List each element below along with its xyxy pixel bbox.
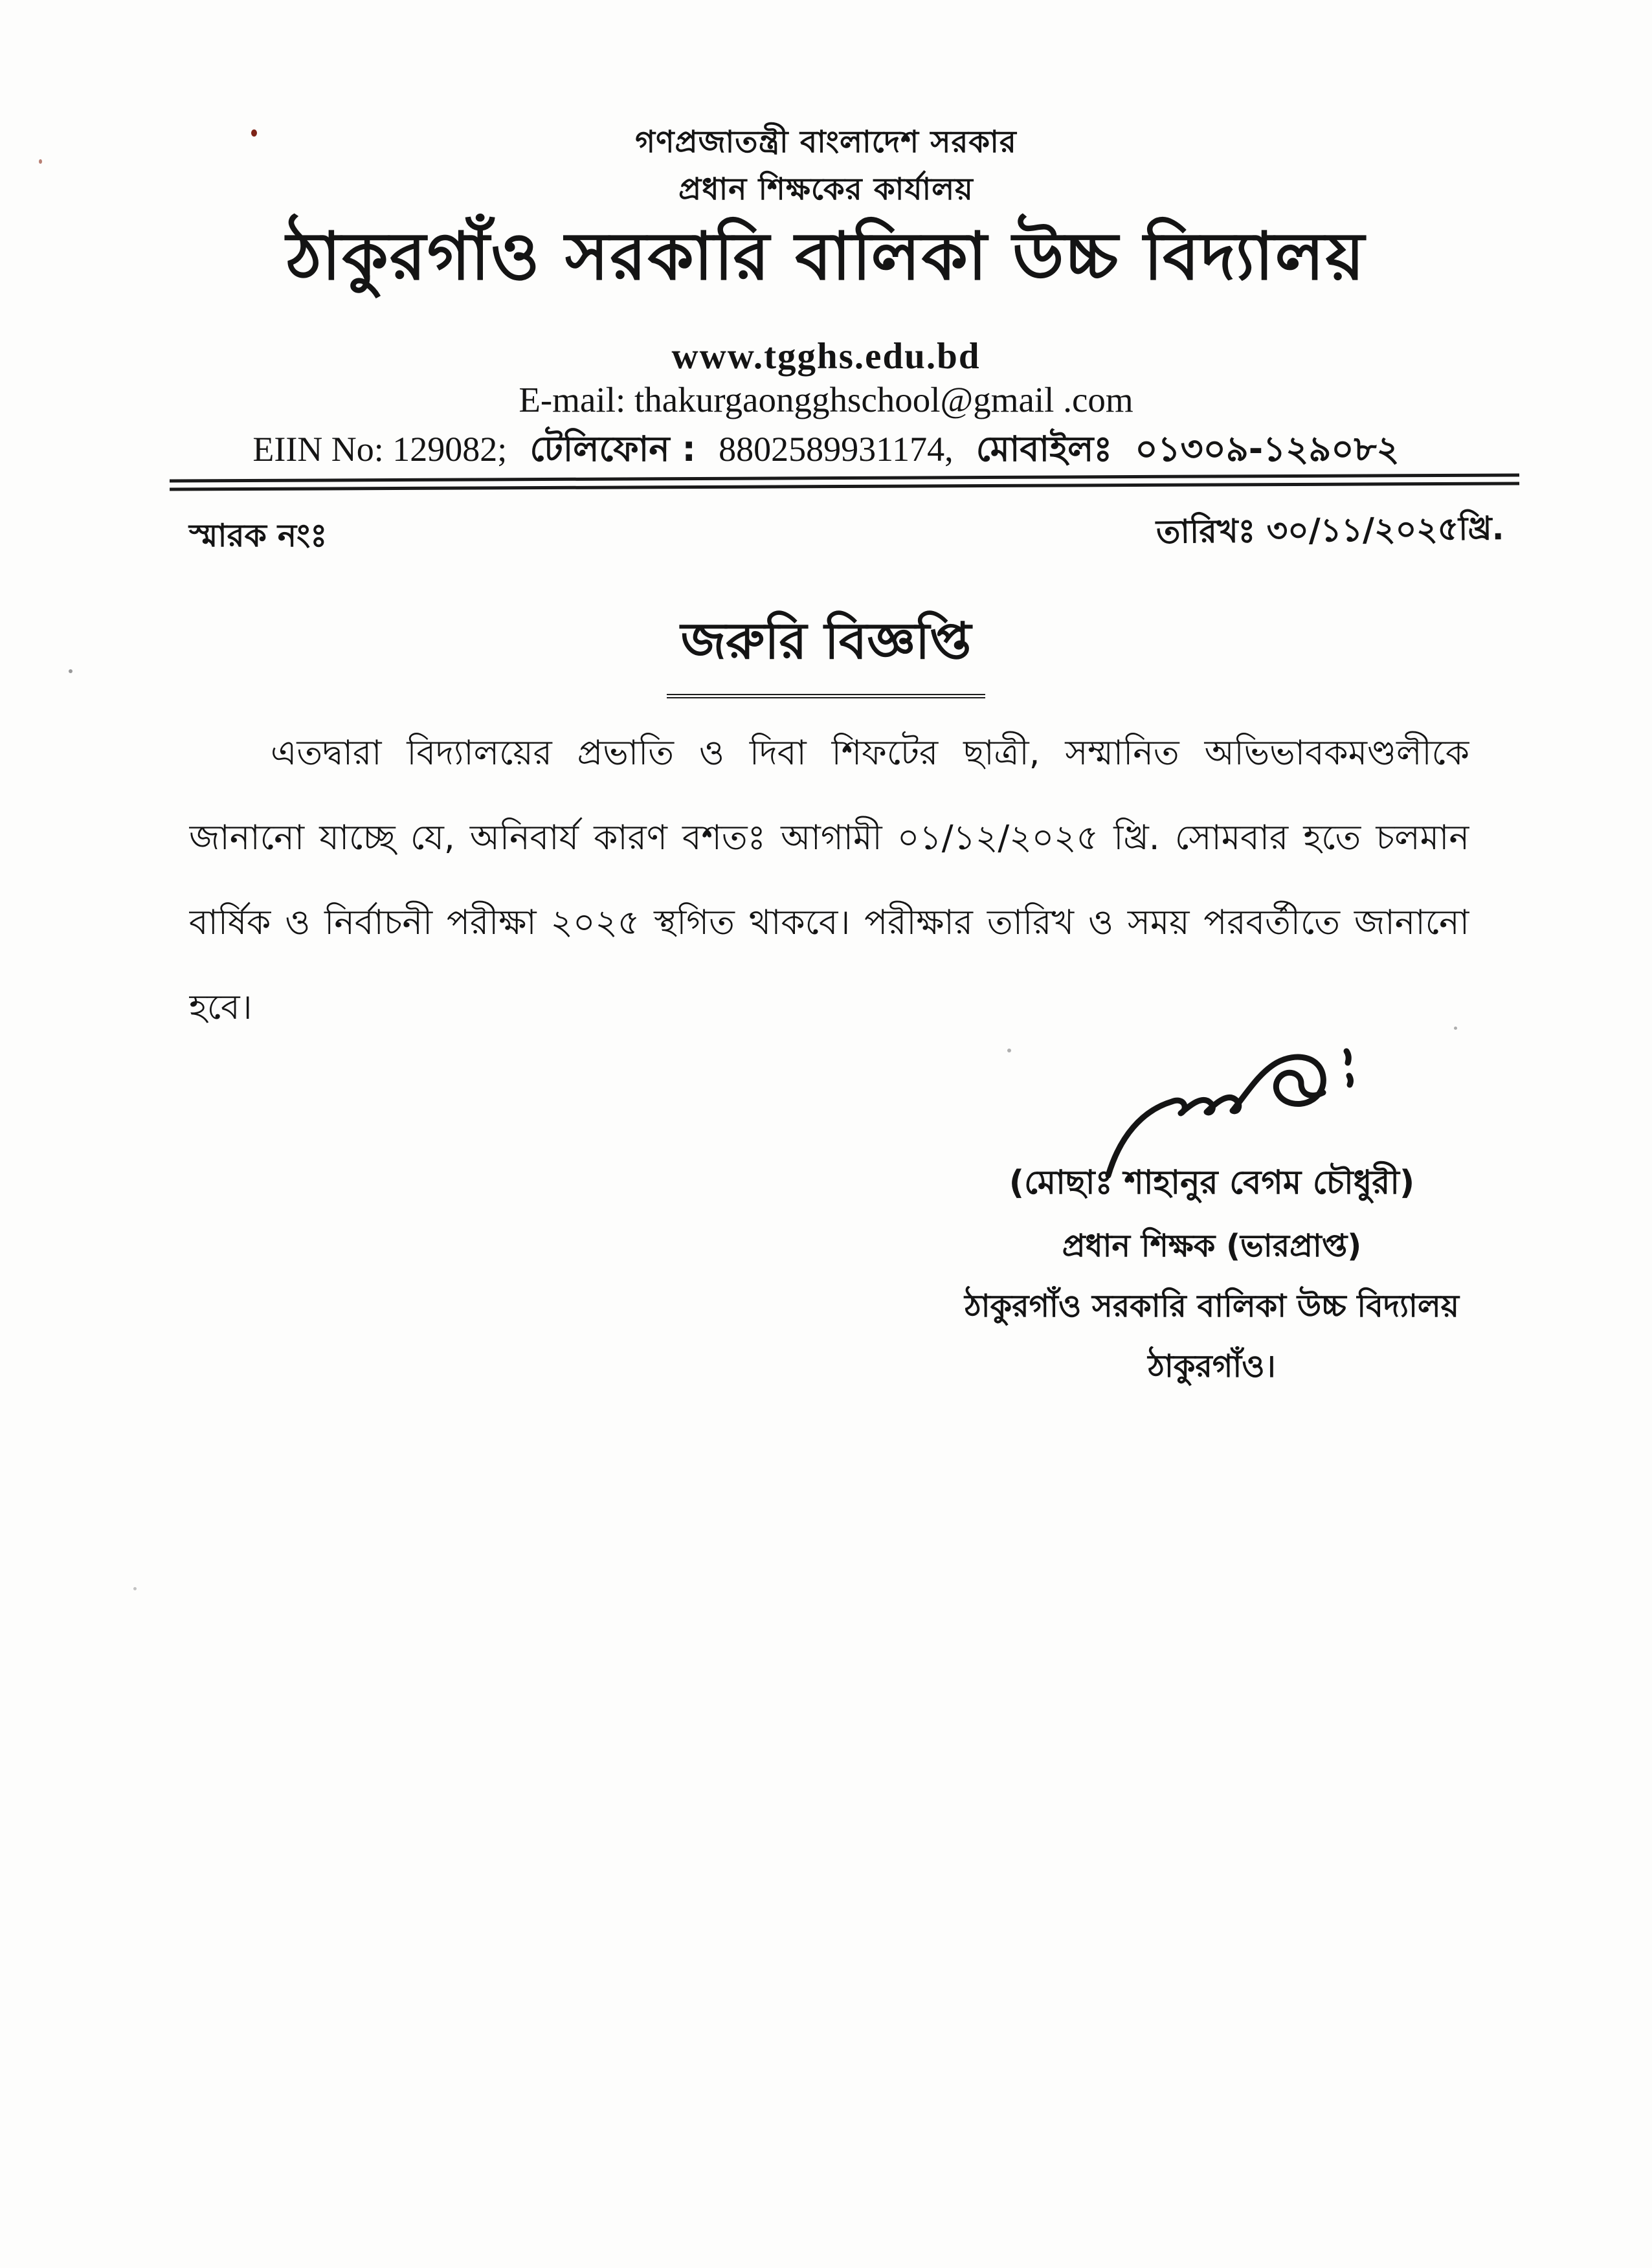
notice-title: জরুরি বিজ্ঞপ্তি (667, 602, 986, 698)
phone-number: 8802589931174, (719, 430, 954, 469)
email-line (0, 379, 1652, 420)
email-label: E-mail: (519, 380, 626, 419)
scan-speck (69, 669, 73, 673)
signer-location: ঠাকুরগাঁও। (1148, 1348, 1276, 1384)
school-name-title: ঠাকুরগাঁও সরকারি বালিকা উচ্চ বিদ্যালয় (286, 218, 1366, 295)
signature-block (888, 1157, 1535, 1394)
scan-speck (1007, 1049, 1011, 1052)
mobile-label: মোবাইলঃ (976, 428, 1113, 469)
government-line: গণপ্রজাতন্ত্রী বাংলাদেশ সরকার (635, 124, 1017, 160)
phone-label: টেলিফোন : (530, 428, 696, 469)
body-line-3: বার্ষিক ও নির্বাচনী পরীক্ষা ২০২৫ স্থগিত থাকবে। পরীক্ষার তারিখ ও সময় পরবর্তীতে জানানো (189, 903, 1469, 942)
body-line-1: এতদ্বারা বিদ্যালয়ের প্রভাতি ও দিবা শিফটের ছাত্রী, সম্মানিত অভিভাবকমণ্ডলীকে (271, 733, 1469, 773)
office-line: প্রধান শিক্ষকের কার্যালয় (678, 172, 974, 207)
date-value: ৩০/১১/২০২৫খ্রি. (1266, 509, 1504, 550)
signer-designation: প্রধান শিক্ষক (ভারপ্রাপ্ত) (1062, 1228, 1362, 1264)
date-line (1156, 504, 1504, 562)
scan-speck (133, 1587, 137, 1590)
notice-body (189, 711, 1469, 1050)
body-line-4: হবে। (189, 988, 252, 1027)
contact-line (0, 422, 1652, 480)
date-label: তারিখঃ (1155, 512, 1256, 551)
school-website: www.tgghs.edu.bd (671, 336, 981, 377)
scan-speck (251, 129, 257, 137)
scan-speck (1454, 1027, 1457, 1030)
scan-speck (39, 159, 42, 164)
email-address: thakurgaongghschool@gmail .com (634, 380, 1133, 419)
body-line-2: জানানো যাচ্ছে যে, অনিবার্য কারণ বশতঃ আগামী ০১/১২/২০২৫ খ্রি. সোমবার হতে চলমান (189, 818, 1469, 858)
memo-number-label: স্মারক নংঃ (189, 517, 328, 554)
mobile-number: ০১৩০৯-১২৯০৮২ (1135, 428, 1400, 469)
notice-title-wrap (0, 602, 1652, 698)
signer-name: (মোছাঃ শাহানুর বেগম চৌধুরী) (1009, 1164, 1415, 1202)
signer-institution: ঠাকুরগাঁও সরকারি বালিকা উচ্চ বিদ্যালয় (965, 1288, 1459, 1324)
eiin-number: EIIN No: 129082; (252, 430, 508, 469)
